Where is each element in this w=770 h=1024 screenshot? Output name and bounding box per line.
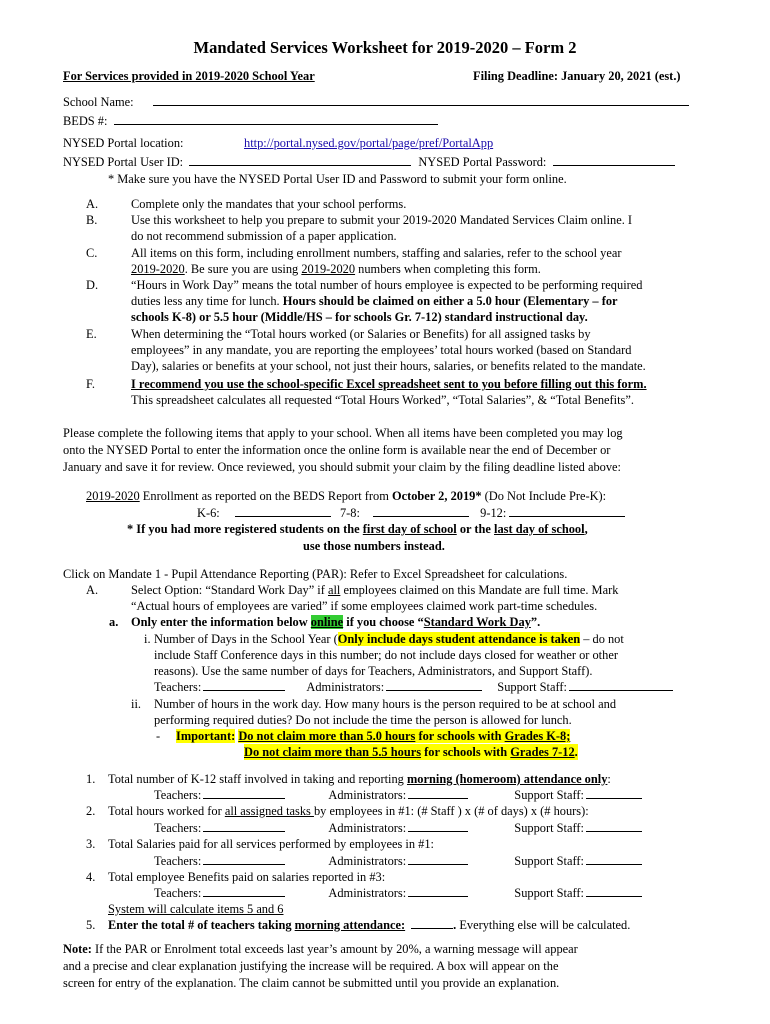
mandate1-i-line1: Number of Days in the School Year (Only include days student attendance is taken – do not [154, 632, 624, 646]
important-dash: - [156, 729, 161, 743]
item2-number: 2. [86, 804, 96, 818]
instruction-b-line2: do not recommend submission of a paper application. [131, 229, 397, 243]
system-calc-note: System will calculate items 5 and 6 [108, 902, 284, 916]
item3-administrators-blank[interactable] [408, 863, 468, 865]
subtitle-services-year: For Services provided in 2019-2020 School Year [63, 69, 315, 83]
item2-support-blank[interactable] [586, 830, 642, 832]
mandate1-i-label: i. [144, 632, 151, 646]
enrollment-grades [197, 505, 625, 521]
school-name-label: School Name: [63, 95, 134, 109]
user-id-blank[interactable] [189, 164, 411, 166]
portal-url-link[interactable]: http://portal.nysed.gov/portal/page/pref/PortalApp [244, 136, 494, 150]
item4-number: 4. [86, 870, 96, 884]
item5-number: 5. [86, 918, 96, 932]
item5-teachers-blank[interactable] [411, 927, 453, 929]
portal-credentials-field [63, 154, 675, 170]
mandate1-i-line3: reasons). Use the same number of days for Teachers, Administrators, and Support Staff). [154, 664, 593, 678]
password-blank[interactable] [553, 164, 675, 166]
k6-blank[interactable] [235, 515, 331, 517]
mandate1-a-line2: “Actual hours of employees are varied” if some employees claimed work part-time schedules. [131, 599, 598, 613]
item5-text: Enter the total # of teachers taking morning attendance: . Everything else will be calculated. [108, 918, 631, 932]
filing-deadline: Filing Deadline: January 20, 2021 (est.) [473, 69, 681, 83]
school-name-blank[interactable] [153, 104, 689, 106]
item4-text: Total employee Benefits paid on salaries reported in #3: [108, 870, 386, 884]
instruction-d-line1: “Hours in Work Day” means the total number of hours employee is expected to be performing required [131, 278, 643, 292]
mandate1-a-label: A. [86, 583, 99, 597]
item1-administrators-blank[interactable] [408, 797, 468, 799]
item3-teachers-blank[interactable] [203, 863, 285, 865]
final-note-line3: screen for entry of the explanation. The claim cannot be submitted until you provide an explanation. [63, 976, 560, 990]
enrollment-note-line1: * If you had more registered students on the first day of school or the last day of school, [127, 522, 588, 536]
credentials-note: * Make sure you have the NYSED Portal User ID and Password to submit your form online. [108, 172, 567, 186]
beds-blank[interactable] [114, 123, 438, 125]
instruction-c-label: C. [86, 246, 98, 260]
item1-teachers-blank[interactable] [203, 797, 285, 799]
enrollment-line: 2019-2020 Enrollment as reported on the BEDS Report from October 2, 2019* (Do Not Include Pre-K): [86, 489, 607, 503]
school-name-field [63, 94, 689, 110]
portal-location-label: NYSED Portal location: [63, 136, 184, 150]
instruction-f-line2: This spreadsheet calculates all requested “Total Hours Worked”, “Total Salaries”, & “Total Benefits”. [131, 393, 634, 407]
beds-label: BEDS #: [63, 114, 108, 128]
mandate1-i-line2: include Staff Conference days in this number; do not include days closed for weather or other [154, 648, 618, 662]
item4-fields: Teachers: Administrators: Support Staff: [154, 885, 642, 901]
item2-fields: Teachers: Administrators: Support Staff: [154, 820, 642, 836]
days-teachers-blank[interactable] [203, 689, 285, 691]
instruction-f-line1: I recommend you use the school-specific Excel spreadsheet sent to you before filling out this form. [131, 377, 647, 391]
instruction-a-label: A. [86, 197, 99, 211]
beds-field [63, 113, 438, 129]
item2-administrators-blank[interactable] [408, 830, 468, 832]
instruction-f-label: F. [86, 377, 95, 391]
user-id-label: NYSED Portal User ID: [63, 155, 184, 169]
mandate1-a-line1: Select Option: “Standard Work Day” if all employees claimed on this Mandate are full time. Mark [131, 583, 619, 597]
page-title: Mandated Services Worksheet for 2019-2020 – Form 2 [193, 38, 577, 57]
g78-blank[interactable] [373, 515, 469, 517]
item3-number: 3. [86, 837, 96, 851]
mandate1-ii-line1: Number of hours in the work day. How many hours is the person required to be at school and [154, 697, 617, 711]
g912-label: 9-12: [480, 506, 507, 520]
item1-text: Total number of K-12 staff involved in taking and reporting morning (homeroom) attendance only: [108, 772, 611, 786]
days-support-blank[interactable] [569, 689, 673, 691]
instruction-b-line1: Use this worksheet to help you prepare to submit your 2019-2020 Mandated Services Claim online. I [131, 213, 633, 227]
completion-paragraph-line2: onto the NYSED Portal to enter the information once the online form is available near the end of December or [63, 443, 611, 457]
mandate1-ii-line2: performing required duties? Do not include the time the person is allowed for lunch. [154, 713, 572, 727]
completion-paragraph-line3: January and save it for review. Once reviewed, you should submit your claim by the filing deadline listed above: [63, 460, 621, 474]
important-line1: Important: Do not claim more than 5.0 hours for schools with Grades K-8; [176, 729, 571, 743]
instruction-e-line1: When determining the “Total hours worked (or Salaries or Benefits) for all assigned tasks by [131, 327, 591, 341]
item4-administrators-blank[interactable] [408, 895, 468, 897]
mandate1-intro: Click on Mandate 1 - Pupil Attendance Reporting (PAR): Refer to Excel Spreadsheet for calculations. [63, 567, 568, 581]
instruction-e-line2: employees” in any mandate, you are reporting the employees’ total hours worked (based on Standard [131, 343, 632, 357]
password-label: NYSED Portal Password: [418, 155, 547, 169]
g912-blank[interactable] [509, 515, 625, 517]
k6-label: K-6: [197, 506, 220, 520]
instruction-c-line2: 2019-2020. Be sure you are using 2019-2020 numbers when completing this form. [131, 262, 541, 276]
item1-fields: Teachers: Administrators: Support Staff: [154, 787, 642, 803]
important-line2: Do not claim more than 5.5 hours for schools with Grades 7-12. [244, 745, 578, 759]
final-note-line1: Note: If the PAR or Enrolment total exceeds last year’s amount by 20%, a warning message will appear [63, 942, 578, 956]
item1-number: 1. [86, 772, 96, 786]
instruction-c-line1: All items on this form, including enrollment numbers, staffing and salaries, refer to the school year [131, 246, 622, 260]
instruction-a-text: Complete only the mandates that your school performs. [131, 197, 407, 211]
attendance-days-highlight: Only include days student attendance is taken [337, 632, 581, 646]
mandate1-sub-a-label: a. [109, 615, 119, 629]
enrollment-note-line2: use those numbers instead. [303, 539, 445, 553]
item3-support-blank[interactable] [586, 863, 642, 865]
item4-teachers-blank[interactable] [203, 895, 285, 897]
item3-text: Total Salaries paid for all services performed by employees in #1: [108, 837, 435, 851]
instruction-e-label: E. [86, 327, 97, 341]
days-administrators-blank[interactable] [386, 689, 482, 691]
item2-teachers-blank[interactable] [203, 830, 285, 832]
mandate1-ii-label: ii. [131, 697, 141, 711]
online-highlight: online [310, 615, 344, 629]
final-note-line2: and a precise and clear explanation justifying the increase will be required. A box will appear on the [63, 959, 559, 973]
g78-label: 7-8: [339, 506, 360, 520]
instruction-e-line3: Day), salaries or benefits at your school, not just their hours, salaries, or benefits related to the mandate. [131, 359, 646, 373]
mandate1-sub-a-text: Only enter the information below online if you choose “Standard Work Day”. [131, 615, 541, 629]
item2-text: Total hours worked for all assigned tasks by employees in #1: (# Staff ) x (# of days) x (# hours): [108, 804, 589, 818]
mandate1-i-staff-fields: Teachers: Administrators: Support Staff: [154, 679, 673, 695]
item4-support-blank[interactable] [586, 895, 642, 897]
completion-paragraph-line1: Please complete the following items that apply to your school. When all items have been completed you may log [63, 426, 623, 440]
item1-support-blank[interactable] [586, 797, 642, 799]
item3-fields: Teachers: Administrators: Support Staff: [154, 853, 642, 869]
instruction-d-label: D. [86, 278, 99, 292]
instruction-d-line3: schools K-8) or 5.5 hour (Middle/HS – for schools Gr. 7-12) standard instructional day. [131, 310, 588, 324]
instruction-d-line2: duties less any time for lunch. Hours should be claimed on either a 5.0 hour (Elementary – for [131, 294, 618, 308]
instruction-b-label: B. [86, 213, 98, 227]
